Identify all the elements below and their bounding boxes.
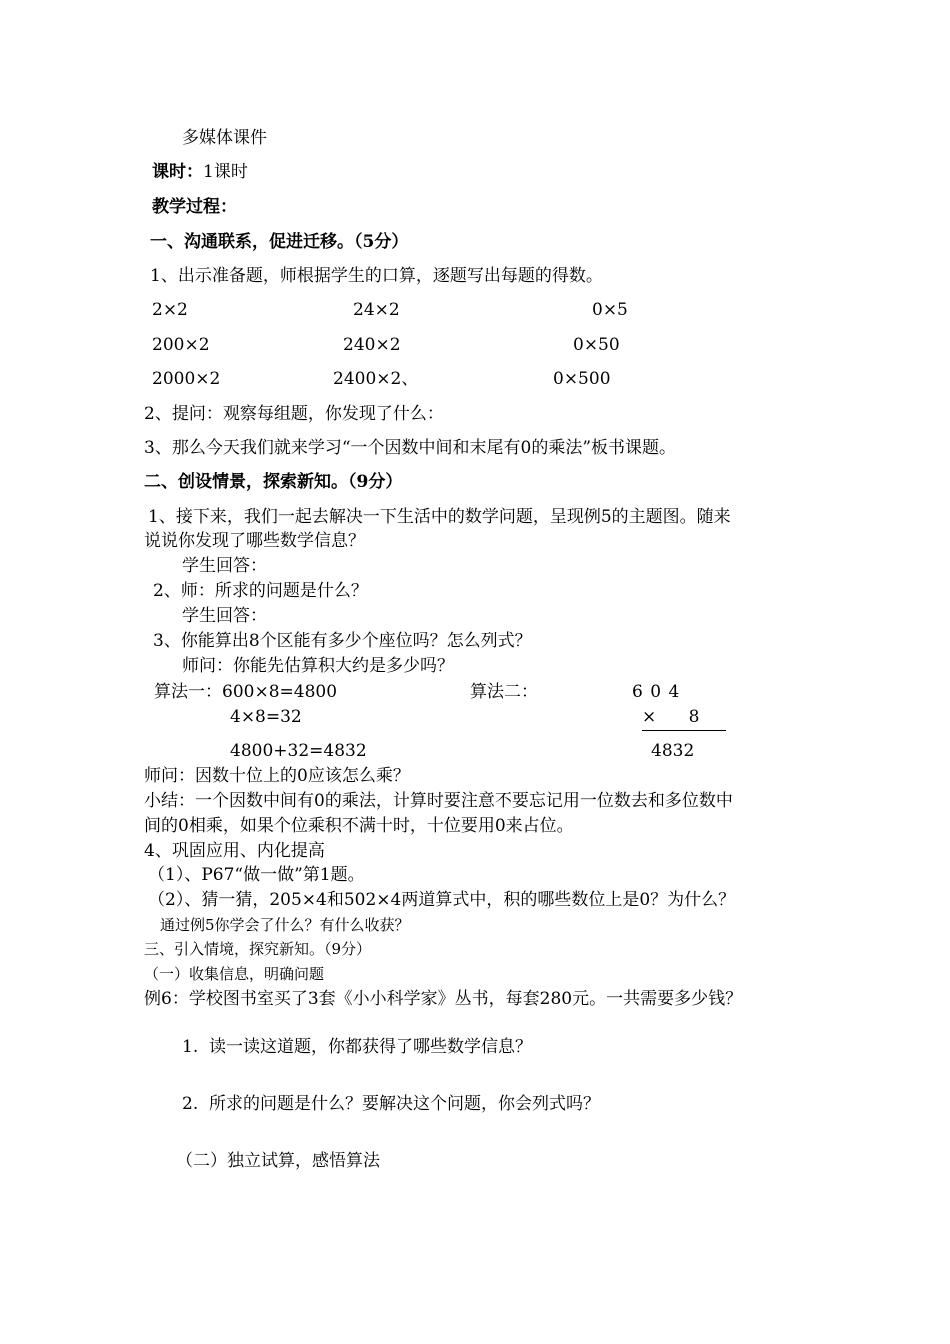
class-hours-value: 1课时 (203, 162, 248, 182)
reflection-question: 通过例5你学会了什么？有什么收获？ (160, 916, 410, 934)
method-1-line-2: 4×8=32 (230, 707, 302, 727)
section-2-item-1-line-1: 1、接下来，我们一起去解决一下生活中的数学问题，呈现例5的主题图。随来 (148, 507, 731, 527)
question-2: 2. 所求的问题是什么？要解决这个问题，你会列式吗？ (182, 1094, 601, 1114)
section-1-question-3: 3、那么今天我们就来学习“一个因数中间和末尾有0的乘法”板书课题。 (144, 438, 677, 458)
vertical-result: 4832 (651, 741, 695, 761)
section-2-item-3: 3、你能算出8个区能有多少个座位吗？怎么列式？ (153, 631, 532, 651)
method-1-line-3: 4800+32=4832 (230, 741, 367, 761)
question-1: 1. 读一读这道题，你都获得了哪些数学信息？ (182, 1037, 533, 1057)
vertical-multiplicand: 6 0 4 (632, 682, 681, 702)
warmup-r1-c2: 24×2 (353, 300, 400, 320)
section-1-question-2: 2、提问：观察每组题，你发现了什么： (144, 404, 444, 424)
student-answer-1: 学生回答： (182, 556, 267, 576)
warmup-r2-c1: 200×2 (152, 335, 210, 355)
warmup-r1-c3: 0×5 (592, 300, 628, 320)
warmup-r3-c2: 2400×2、 (333, 369, 419, 389)
section-1-item-1: 1、出示准备题，师根据学生的口算，逐题写出每题的得数。 (150, 266, 603, 286)
section-3-title: 三、引入情境，探究新知。（9分） (144, 940, 372, 958)
section-2-item-2: 2、师：所求的问题是什么？ (153, 581, 368, 601)
warmup-r3-c1: 2000×2 (152, 369, 221, 389)
materials-line: 多媒体课件 (182, 128, 267, 148)
section-2-item-1-line-2: 说说你发现了哪些数学信息？ (144, 531, 365, 551)
exercise-2: （2）、猜一猜，205×4和502×4两道算式中，积的哪些数位上是0？为什么？ (148, 890, 736, 910)
method-1-line-1: 算法一：600×8=4800 (154, 682, 338, 702)
class-hours-label: 课时： (152, 162, 203, 182)
section-2-title: 二、创设情景，探索新知。（9分） (144, 472, 403, 492)
example-6: 例6：学校图书室买了3套《小小科学家》丛书，每套280元。一共需要多少钱？ (144, 989, 743, 1009)
summary-line-1: 小结：一个因数中间有0的乘法，计算时要注意不要忘记用一位数去和多位数中 (144, 791, 733, 811)
warmup-r2-c3: 0×50 (573, 335, 620, 355)
section-3-sub-1: （一）收集信息，明确问题 (144, 965, 325, 983)
teaching-process-heading: 教学过程： (152, 197, 237, 217)
section-1-title: 一、沟通联系，促进迁移。（5分） (150, 232, 409, 252)
warmup-r2-c2: 240×2 (343, 335, 401, 355)
class-hours (152, 161, 248, 183)
teacher-question-tens: 师问：因数十位上的0应该怎么乘？ (144, 766, 410, 786)
warmup-r3-c3: 0×500 (553, 369, 611, 389)
vertical-multiplier: × 8 (642, 706, 726, 731)
section-3-sub-2: （二）独立试算，感悟算法 (176, 1151, 380, 1171)
student-answer-2: 学生回答： (182, 606, 267, 626)
method-2-label: 算法二： (470, 682, 538, 702)
exercise-1: （1）、P67“做一做”第1题。 (148, 865, 365, 885)
section-2-item-4: 4、巩固应用、内化提高 (144, 841, 325, 861)
summary-line-2: 间的0相乘，如果个位乘积不满十时，十位要用0来占位。 (144, 816, 574, 836)
warmup-r1-c1: 2×2 (152, 300, 188, 320)
teacher-question-estimate: 师问：你能先估算积大约是多少吗？ (182, 656, 454, 676)
